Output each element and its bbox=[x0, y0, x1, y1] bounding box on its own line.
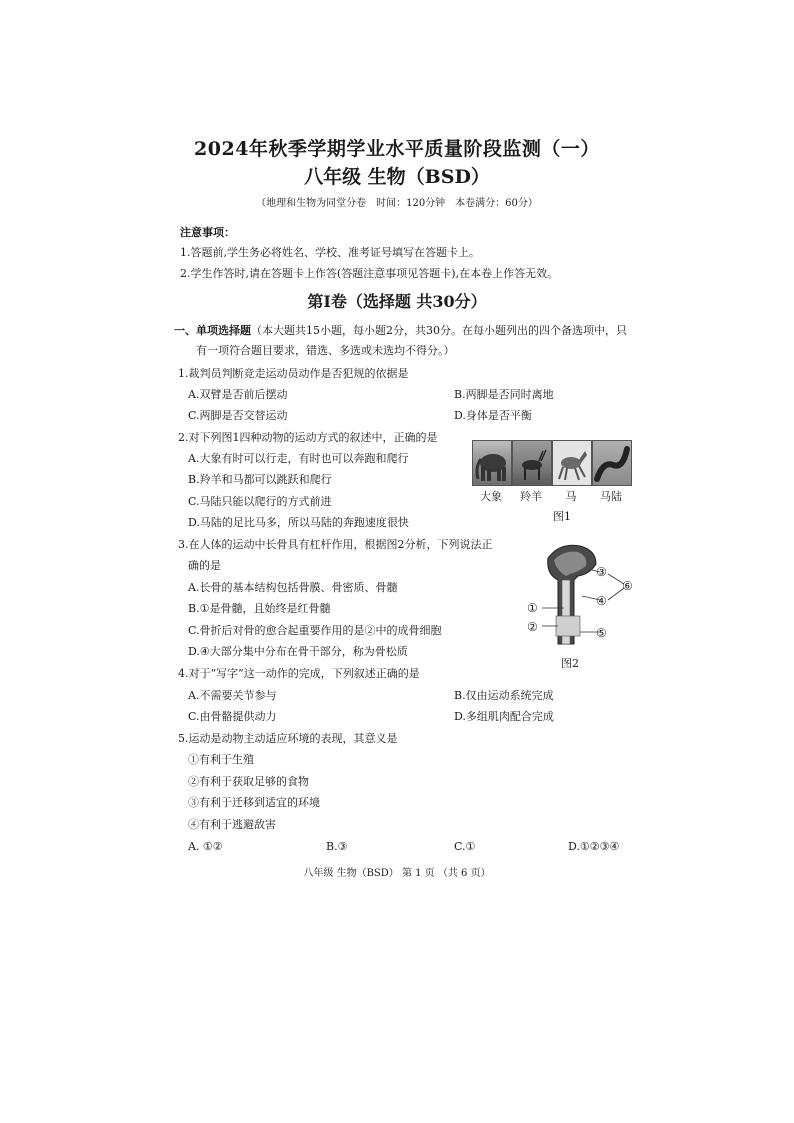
q2-option-a: A.大象有时可以行走，有时也可以奔跑和爬行 bbox=[188, 452, 409, 465]
q2-option-b: B.羚羊和马都可以跳跃和爬行 bbox=[188, 473, 332, 486]
q1-option-a: A.双臂是否前后摆动 bbox=[188, 388, 288, 401]
exam-subtitle: 八年级 生物（BSD） bbox=[304, 166, 490, 188]
q3-option-c: C.骨折后对骨的愈合起重要作用的是②中的成骨细胞 bbox=[188, 624, 442, 637]
fig1-label-millipede: 马陆 bbox=[600, 490, 622, 503]
q1-option-c: C.两脚是否交替运动 bbox=[188, 409, 288, 422]
q4-option-a: A.不需要关节参与 bbox=[188, 689, 277, 702]
section-heading-text: （本大题共15小题，每小题2分，共30分。在每小题列出的四个备选项中，只 bbox=[251, 324, 627, 337]
q3-stem: 3.在人体的运动中长骨具有杠杆作用，根据图2分析，下列说法正 bbox=[178, 538, 493, 551]
long-bone-diagram bbox=[520, 540, 640, 652]
section-heading-text2: 有一项符合题目要求，错选、多选或未选均不得分。） bbox=[196, 344, 455, 357]
millipede-photo bbox=[592, 440, 632, 486]
fig2-marker-5: ⑤ bbox=[596, 626, 607, 640]
fig2-marker-2: ② bbox=[527, 620, 538, 634]
q4-option-c: C.由骨骼提供动力 bbox=[188, 710, 277, 723]
q4-option-b: B.仅由运动系统完成 bbox=[454, 689, 554, 702]
q1-option-d: D.身体是否平衡 bbox=[454, 409, 532, 422]
section-heading-label: 一、单项选择题 bbox=[174, 324, 251, 337]
elephant-photo bbox=[472, 440, 512, 486]
fig1-label-antelope: 羚羊 bbox=[520, 490, 542, 503]
fig2-marker-3: ③ bbox=[596, 565, 607, 579]
notice-item: 2.学生作答时,请在答题卡上作答(答题注意事项见答题卡),在本卷上作答无效。 bbox=[180, 267, 559, 280]
section-heading bbox=[174, 324, 627, 338]
notice-item: 1.答题前,学生务必将姓名、学校、准考证号填写在答题卡上。 bbox=[180, 246, 480, 259]
q1-stem: 1.裁判员判断竞走运动员动作是否犯规的依据是 bbox=[178, 367, 409, 380]
exam-note: （地理和生物为同堂分卷 时间：120分钟 本卷满分：60分） bbox=[256, 198, 538, 209]
fig2-marker-4: ④ bbox=[596, 594, 607, 608]
q5-item: ④有利于逃避敌害 bbox=[188, 818, 276, 831]
q3-option-d: D.④大部分集中分布在骨干部分，称为骨松质 bbox=[188, 645, 408, 658]
q5-item: ①有利于生殖 bbox=[188, 753, 254, 766]
q2-option-c: C.马陆只能以爬行的方式前进 bbox=[188, 495, 332, 508]
fig2-marker-1: ① bbox=[527, 601, 538, 615]
fig2-caption: 图2 bbox=[561, 657, 579, 670]
q5-option-a: A. ①② bbox=[188, 840, 223, 853]
q4-stem: 4.对于“写字”这一动作的完成，下列叙述正确的是 bbox=[178, 667, 420, 680]
fig1-caption: 图1 bbox=[553, 510, 571, 523]
q5-option-c: C.① bbox=[454, 840, 476, 853]
notice-heading: 注意事项： bbox=[180, 226, 235, 239]
q3-option-b: B.①是骨髓，且始终是红骨髓 bbox=[188, 602, 331, 615]
q3-stem-cont: 确的是 bbox=[188, 559, 221, 572]
q5-item: ③有利于迁移到适宜的环境 bbox=[188, 796, 320, 809]
q2-stem: 2.对下列图1四种动物的运动方式的叙述中，正确的是 bbox=[178, 431, 438, 444]
q2-option-d: D.马陆的足比马多，所以马陆的奔跑速度很快 bbox=[188, 516, 409, 529]
q3-option-a: A.长骨的基本结构包括骨膜、骨密质、骨髓 bbox=[188, 581, 398, 594]
q4-option-d: D.多组肌肉配合完成 bbox=[454, 710, 554, 723]
antelope-photo bbox=[512, 440, 552, 486]
fig2-marker-6: ⑥ bbox=[622, 579, 633, 593]
section-title: 第Ⅰ卷（选择题 共30分） bbox=[307, 292, 487, 311]
q5-option-b: B.③ bbox=[326, 840, 348, 853]
fig1-label-elephant: 大象 bbox=[480, 490, 502, 503]
q5-item: ②有利于获取足够的食物 bbox=[188, 775, 309, 788]
exam-title: 2024年秋季学期学业水平质量阶段监测（一） bbox=[194, 138, 600, 160]
q1-option-b: B.两脚是否同时离地 bbox=[454, 388, 554, 401]
page-footer: 八年级 生物（BSD） 第 1 页 （共 6 页） bbox=[303, 868, 491, 879]
horse-photo bbox=[552, 440, 592, 486]
q5-option-d: D.①②③④ bbox=[568, 840, 620, 853]
q5-stem: 5.运动是动物主动适应环境的表现，其意义是 bbox=[178, 732, 398, 745]
fig1-label-horse: 马 bbox=[565, 490, 577, 503]
